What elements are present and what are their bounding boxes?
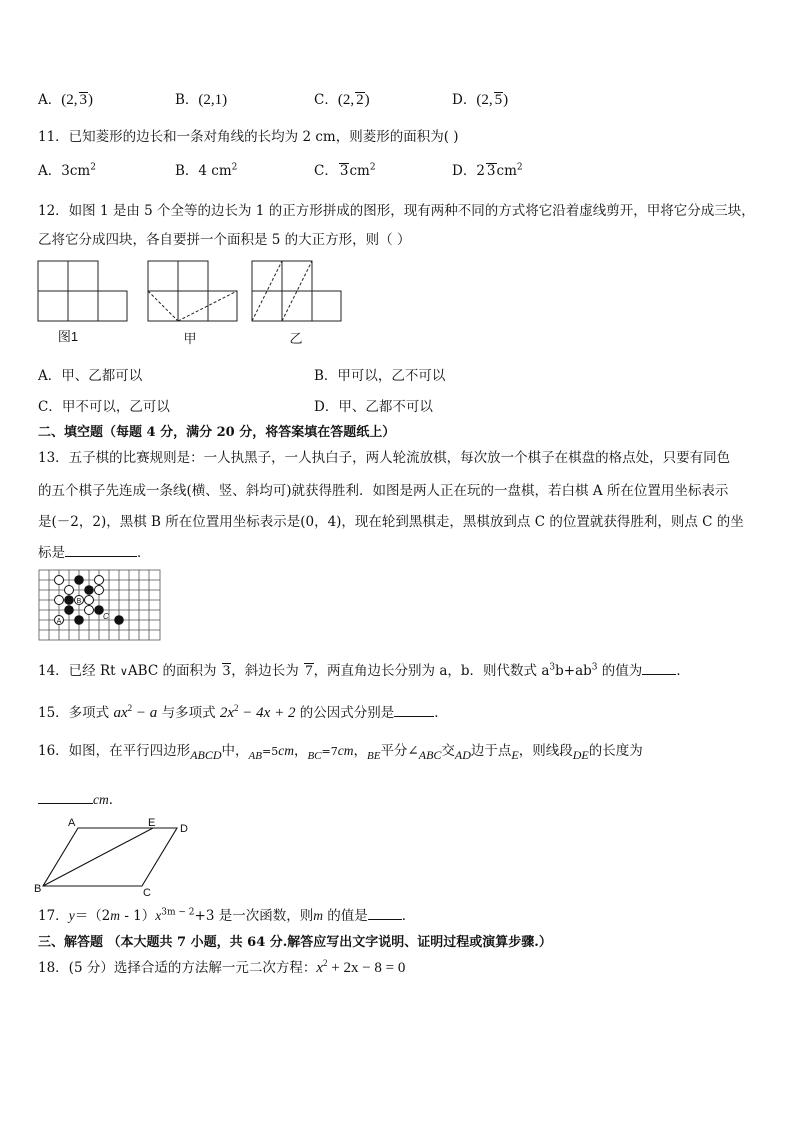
white-stone: [85, 606, 94, 615]
q12-option-a: A．甲、乙都可以: [38, 368, 143, 384]
black-stone: [74, 575, 84, 585]
q12-option-d: D．甲、乙都不可以: [314, 399, 433, 415]
q12-option-c: C．甲不可以，乙可以: [38, 399, 170, 415]
black-stone: [74, 615, 84, 625]
q11-option-b: B．4 $cm^2$: [175, 162, 238, 179]
q11-option-d: D．2 $3cm^2$: [452, 162, 523, 179]
q13-line2: 的五个棋子先连成一条线(横、竖、斜均可)就获得胜利．如图是两人正在玩的一盘棋，若白棋 A 所在位置用坐标表示: [38, 483, 729, 499]
q11-option-c: C． $3cm^2$: [314, 162, 376, 179]
q13-answer-blank[interactable]: [65, 556, 137, 557]
q13-line3: 是(－2，2)，黑棋 B 所在位置用坐标表示是(0，4)，现在轮到黑棋走，黑棋放到点 C 的位置就获得胜利，则点 C 的坐: [38, 514, 744, 530]
q11-option-a: A．$3cm^2$: [38, 162, 96, 179]
q13-go-board: [38, 569, 162, 643]
stone-a-label: A: [56, 618, 62, 625]
white-stone: [85, 596, 94, 605]
q17: 17．$y=(2m - 1)x^{3m - 2}+3$ 是一次函数，则m 的值是 ．: [38, 907, 416, 924]
section-3-heading: 三、解答题 （本大题共 7 小题，共 64 分.解答应写出文字说明、证明过程或演算步骤.）: [38, 935, 552, 950]
black-stone: [64, 605, 74, 615]
q14: 14．已经 Rt ∨ABC 的面积为 3，斜边长为 7，两直角边长分别为 a，b．则代数式 $a^3b+ab^3$ 的值为 ．: [38, 662, 690, 679]
jia-label: 甲: [183, 331, 197, 346]
label-a: A: [68, 817, 76, 829]
q17-answer-blank[interactable]: [368, 919, 402, 920]
q13-line1: 13．五子棋的比赛规则是：一人执黑子，一人执白子，两人轮流放棋，每次放一个棋子在棋盘的格点处，只要有同色: [38, 450, 731, 466]
white-stone: [95, 576, 104, 585]
point-c-label: C: [103, 612, 109, 621]
figure-jia: [148, 261, 237, 321]
black-stone: [114, 615, 124, 625]
white-stone: [65, 586, 74, 595]
black-stone: [84, 585, 94, 595]
q14-answer-blank[interactable]: [642, 674, 676, 675]
stone-b-label: B: [76, 598, 82, 605]
q15: 15．多项式 $ax^2 - a$ 与多项式 $2x^2 - 4x + 2$ 的公因式分别是 ．: [38, 703, 448, 721]
q15-answer-blank[interactable]: [394, 716, 434, 717]
black-stone: [64, 595, 74, 605]
label-c: C: [143, 887, 151, 898]
label-b: B: [34, 883, 42, 895]
label-d: D: [180, 823, 188, 835]
label-e: E: [148, 817, 156, 829]
q16: 16．如图，在平行四边形ABCD中，$_{AB}$=5cm，$_{BC}$=7cm，$_{BE}$平分∠ABC交AD边于点E，则线段DE的长度为: [38, 743, 643, 762]
section-2-heading: 二、填空题（每题 4 分，满分 20 分，将答案填在答题纸上）: [38, 425, 396, 440]
q16-answer-blank[interactable]: [38, 803, 93, 804]
q12-figures: [30, 255, 360, 350]
yi-label: 乙: [289, 331, 303, 346]
q11-stem: 11．已知菱形的边长和一条对角线的长均为 2 cm，则菱形的面积为( ): [38, 129, 459, 145]
q18: 18．(5 分）选择合适的方法解一元二次方程：$x^2 + 2x - 8 = 0$: [38, 958, 406, 976]
white-stone: [55, 576, 64, 585]
q10-option-b: B．(2,1): [175, 92, 228, 108]
q12-line2: 乙将它分成四块，各自要拼一个面积是 5 的大正方形，则（ ）: [38, 232, 411, 248]
q12-line1: 12．如图 1 是由 5 个全等的边长为 1 的正方形拼成的图形，现有两种不同的方式将它沿着虚线剪开，甲将它分成三块，: [38, 203, 755, 219]
figure-1: [38, 261, 127, 321]
q10-option-d: D．(2, 5): [452, 92, 509, 108]
figure-yi: [252, 261, 341, 321]
q12-option-b: B．甲可以，乙不可以: [314, 368, 446, 384]
white-stone: [55, 596, 64, 605]
q16-answer-line: cm．: [38, 788, 122, 808]
q10-option-c: C．(2, 2): [314, 92, 370, 108]
fig1-label: 图1: [57, 329, 79, 344]
white-stone: [95, 586, 104, 595]
q10-option-a: A．(2, 3): [38, 92, 93, 108]
q13-line4: 标是 ．: [38, 545, 151, 561]
q16-parallelogram-figure: [30, 812, 200, 898]
